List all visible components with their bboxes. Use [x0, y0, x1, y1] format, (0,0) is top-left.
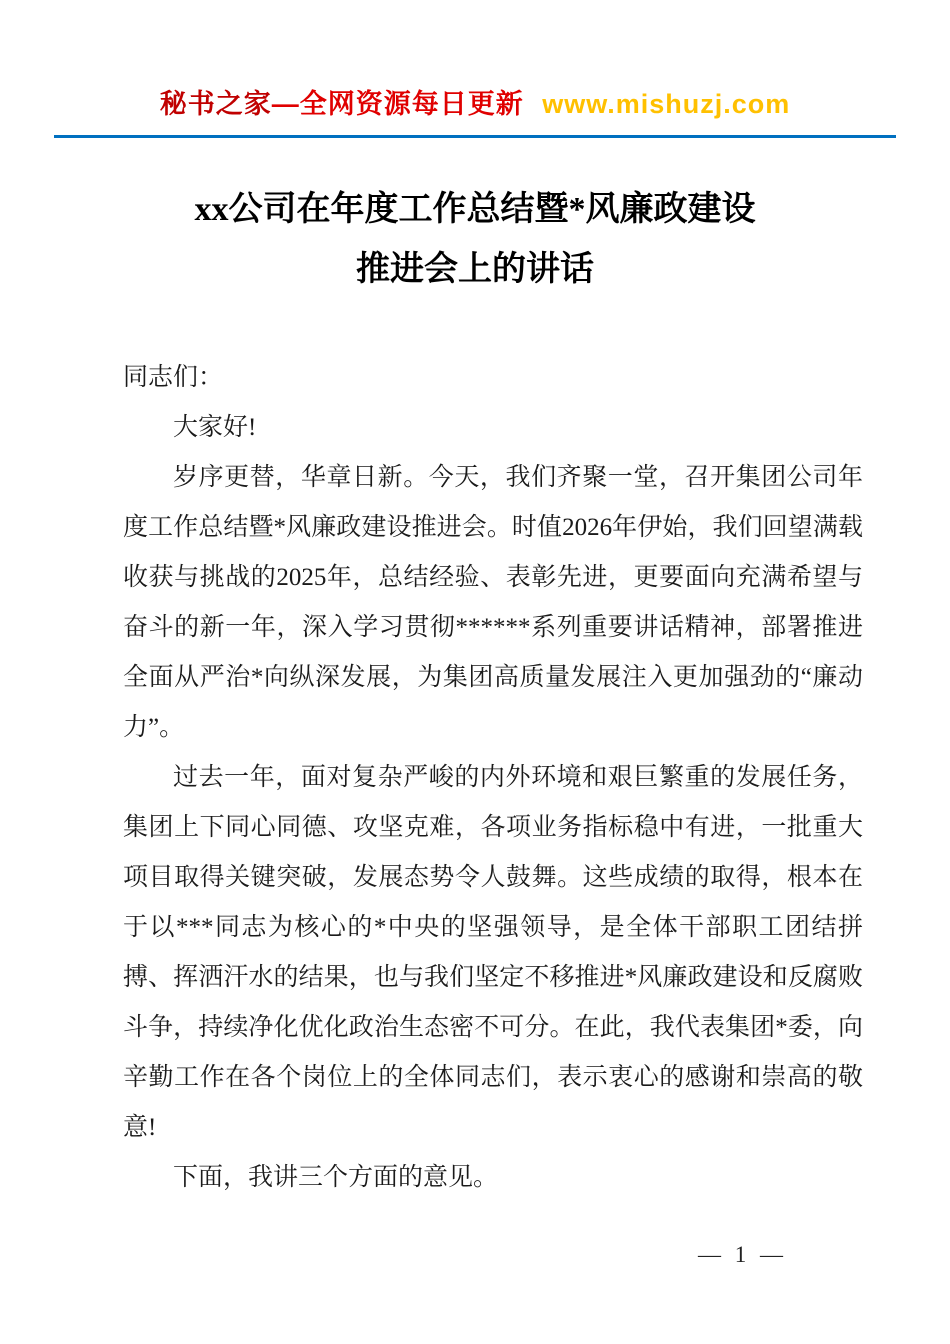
site-watermark-header [0, 0, 950, 121]
paragraph: 下面，我讲三个方面的意见。 [173, 1164, 499, 1191]
salutation: 同志们： [123, 364, 224, 391]
document-title-line-1: xx公司在年度工作总结暨*风廉政建设 [194, 191, 756, 228]
site-tagline: —全网资源每日更新 [271, 89, 524, 119]
paragraph: 过去一年，面对复杂严峻的内外环境和艰巨繁重的发展任务，集团上下同心同德、攻坚克难，各项业务指标稳中有进，一批重大项目取得关键突破，发展态势令人鼓舞。这些成绩的取得，根本在于以***同志为核心的*中央的坚强领导，是全体干部职工团结拼搏、挥洒汗水的结果，也与我们坚定不移推进*风廉政建设和反腐败斗争，持续净化优化政治生态密不可分。在此，我代表集团*委，向辛勤工作在各个岗位上的全体同志们，表示衷心的感谢和崇高的敬意! [123, 764, 863, 1141]
paragraph: 岁序更替，华章日新。今天，我们齐聚一堂，召开集团公司年度工作总结暨*风廉政建设推进会。时值2026年伊始，我们回望满载收获与挑战的2025年，总结经验、表彰先进，更要面向充满希望与奋斗的新一年，深入学习贯彻******系列重要讲话精神，部署推进全面从严治*向纵深发展，为集团高质量发展注入更加强劲的“廉动力”。 [123, 464, 863, 741]
document-title [0, 180, 950, 299]
header-divider-line [54, 135, 896, 138]
paragraph: 大家好! [173, 414, 257, 441]
document-title-line-2: 推进会上的讲话 [356, 250, 594, 288]
site-url: www.mishuzj.com [542, 89, 791, 119]
site-name: 秘书之家 [159, 89, 272, 119]
document-body [123, 353, 863, 1203]
page-number: — 1 — [698, 1242, 787, 1267]
